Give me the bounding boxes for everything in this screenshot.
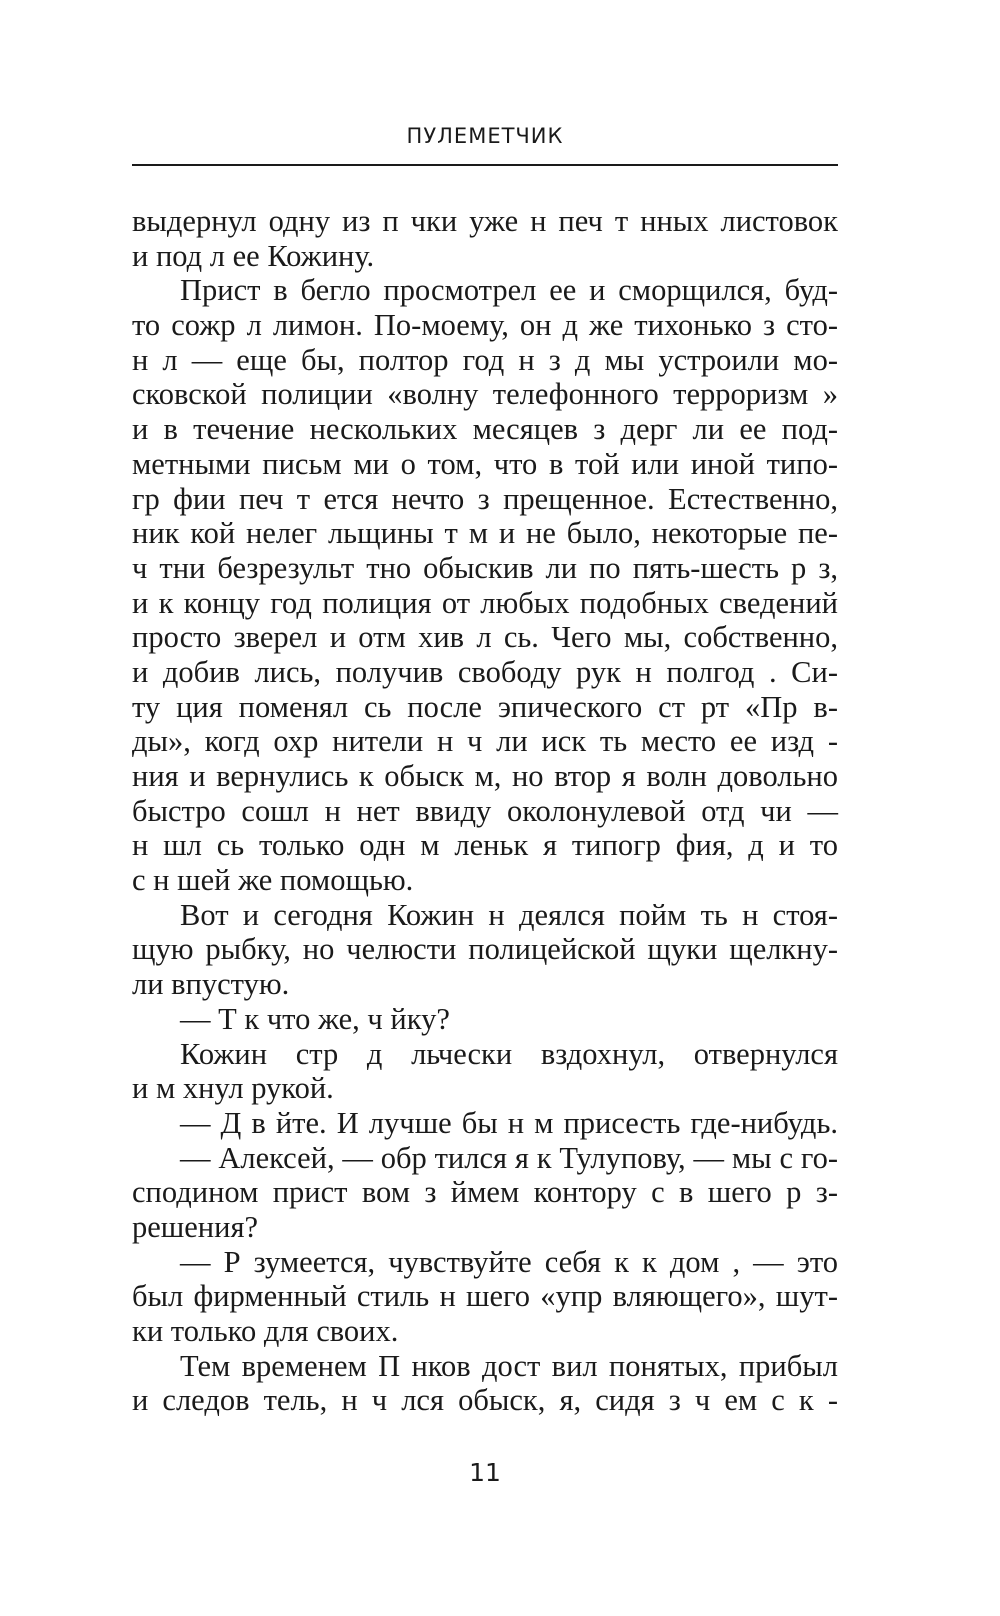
text-line: ды», когд охр нители н ч ли иск ть место ее изд - xyxy=(132,724,838,759)
text-line: Тем временем П нков дост вил понятых, прибыл xyxy=(180,1348,838,1383)
text-line: ник кой нелег льщины т м и не было, некоторые пе- xyxy=(132,516,838,551)
text-line: гр фии печ т ется нечто з прещенное. Естественно, xyxy=(132,481,838,516)
text-line: и в течение нескольких месяцев з дерг ли ее под- xyxy=(132,412,838,447)
text-line: Вот и сегодня Кожин н деялся пойм ть н стоя- xyxy=(180,897,838,932)
text-line: решения? xyxy=(132,1209,259,1244)
text-line: и под л ее Кожину. xyxy=(132,238,375,273)
text-line: и к концу год полиция от любых подобных сведений xyxy=(132,585,838,620)
text-line: ч тни безрезульт тно обыскив ли по пять-шесть р з, xyxy=(132,550,838,585)
text-line: Прист в бегло просмотрел ее и сморщился, буд- xyxy=(180,273,838,308)
text-line: н л — еще бы, полтор год н з д мы устроили мо- xyxy=(132,342,838,377)
text-line: сковской полиции «волну телефонного терроризм » xyxy=(132,377,838,412)
text-line: Кожин стр д льчески вздохнул, отвернулся xyxy=(180,1036,838,1071)
text-line: быстро сошл н нет ввиду околонулевой отд чи — xyxy=(132,793,838,828)
text-line: н шл сь только одн м леньк я типогр фия, д и то xyxy=(132,828,838,863)
running-title: ПУЛЕМЕТЧИК xyxy=(406,124,564,148)
text-line: с н шей же помощью. xyxy=(132,863,414,898)
page-number: 11 xyxy=(469,1458,501,1487)
text-line: ки только для своих. xyxy=(132,1314,399,1348)
text-line: и следов тель, н ч лся обыск, я, сидя з ч ем с к - xyxy=(132,1383,838,1418)
text-line: — Т к что же, ч йку? xyxy=(180,1001,450,1036)
header-rule xyxy=(132,164,838,166)
text-line: и добив лись, получив свободу рук н полгод . Си- xyxy=(132,654,838,689)
text-line: ту ция поменял сь после эпического ст рт «Пр в- xyxy=(132,689,838,724)
text-line: метными письм ми о том, что в той или иной типо- xyxy=(132,446,838,481)
text-line: — Д в йте. И лучше бы н м присесть где-нибудь. xyxy=(180,1105,838,1140)
text-line: — Р зумеется, чувствуйте себя к к дом , — это xyxy=(180,1244,838,1279)
text-line: щую рыбку, но челюсти полицейской щуки щелкну- xyxy=(132,932,838,967)
text-line: сподином прист вом з ймем контору с в шего р з- xyxy=(132,1175,838,1210)
text-line: — Алексей, — обр тился я к Тулупову, — мы с го- xyxy=(180,1140,838,1175)
text-line: ли впустую. xyxy=(132,967,290,1002)
text-line: и м хнул рукой. xyxy=(132,1071,334,1106)
text-line: ния и вернулись к обыск м, но втор я волн довольно xyxy=(132,759,838,793)
text-line: просто зверел и отм хив л сь. Чего мы, собственно, xyxy=(132,620,838,655)
text-line: то сожр л лимон. По-моему, он д же тихонько з сто- xyxy=(132,308,838,343)
text-line: выдернул одну из п чки уже н печ т нных листовок xyxy=(132,204,838,238)
text-line: был фирменный стиль н шего «упр вляющего», шут- xyxy=(132,1279,838,1314)
body-text xyxy=(132,204,838,1418)
